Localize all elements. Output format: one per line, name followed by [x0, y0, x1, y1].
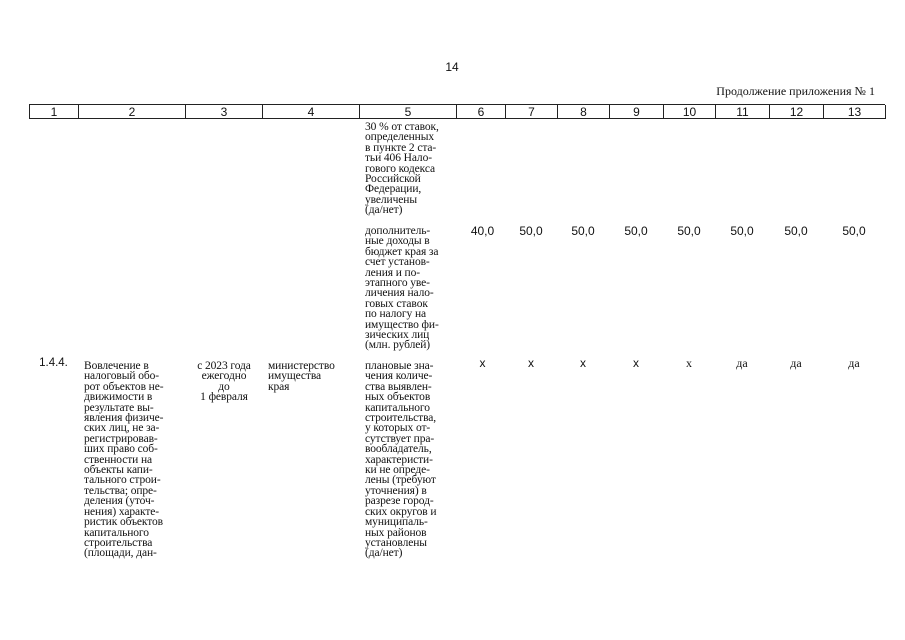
row-c-value-col10: x	[686, 356, 692, 370]
row-a-indicator: 30 % от ставок, определенных в пункте 2 ста- тьи 406 Нало- гового кодекса Российской Федерации, увеличены (да/нет)	[365, 121, 439, 217]
header-col-1: 1	[30, 105, 79, 119]
row-c-value-col11: да	[736, 356, 748, 370]
row-b-value-col9: 50,0	[624, 224, 648, 238]
row-c-responsible: министерство имущества края	[268, 360, 335, 393]
row-b-value-col13: 50,0	[842, 224, 866, 238]
row-b-value-col7: 50,0	[519, 224, 543, 238]
header-col-6: 6	[457, 105, 506, 119]
row-c-activity: Вовлечение в налоговый обо- рот объектов не- движимости в результате вы- явления физиче- ских лиц, не за- регистрировав- ших право соб- ственности на объекты капи- тального строи- тельства; опре- деления (уточ- нения) характе- ристик объектов капитального строительства (площади, дан-	[84, 360, 164, 560]
header-col-9: 9	[610, 105, 664, 119]
header-col-10: 10	[664, 105, 716, 119]
row-b-value-col8: 50,0	[571, 224, 595, 238]
row-c-number: 1.4.4.	[39, 357, 68, 369]
header-col-5: 5	[360, 105, 457, 119]
table-header-row	[29, 104, 885, 119]
header-col-3: 3	[186, 105, 263, 119]
row-b-value-col6: 40,0	[470, 224, 495, 238]
header-col-7: 7	[506, 105, 558, 119]
header-col-11: 11	[716, 105, 770, 119]
header-col-2: 2	[79, 105, 186, 119]
row-c-value-col6: x	[479, 356, 486, 370]
row-c-deadline: с 2023 года ежегодно до 1 февраля	[197, 360, 251, 404]
header-col-8: 8	[558, 105, 610, 119]
row-c-indicator: плановые зна- чения количе- ства выявлен- ных объектов капитального строительства, у которых от- сутствует пра- вообладатель, характеристи- ки не опреде- лены (требуют уточнения) в разрезе город- ских округов и муниципаль- ных районов установлены (да/нет)	[365, 360, 437, 560]
row-c-value-col9: x	[633, 356, 639, 370]
row-b-value-col12: 50,0	[784, 224, 808, 238]
row-b-value-col11: 50,0	[730, 224, 754, 238]
row-c-value-col8: x	[580, 356, 586, 370]
header-col-13: 13	[824, 105, 886, 119]
continuation-label: Продолжение приложения № 1	[716, 84, 875, 98]
row-c-value-col7: x	[528, 356, 534, 370]
row-c-value-col12: да	[790, 356, 802, 370]
page-number: 14	[445, 60, 459, 74]
row-b-indicator: дополнитель- ные доходы в бюджет края за счет установ- ления и по- этапного уве- личения нало- говых ставок по налогу на имущество фи- зических лиц (млн. рублей)	[365, 225, 439, 352]
row-b-value-col10: 50,0	[677, 224, 701, 238]
row-c-value-col13: да	[848, 356, 860, 370]
header-col-4: 4	[263, 105, 360, 119]
header-col-12: 12	[770, 105, 824, 119]
